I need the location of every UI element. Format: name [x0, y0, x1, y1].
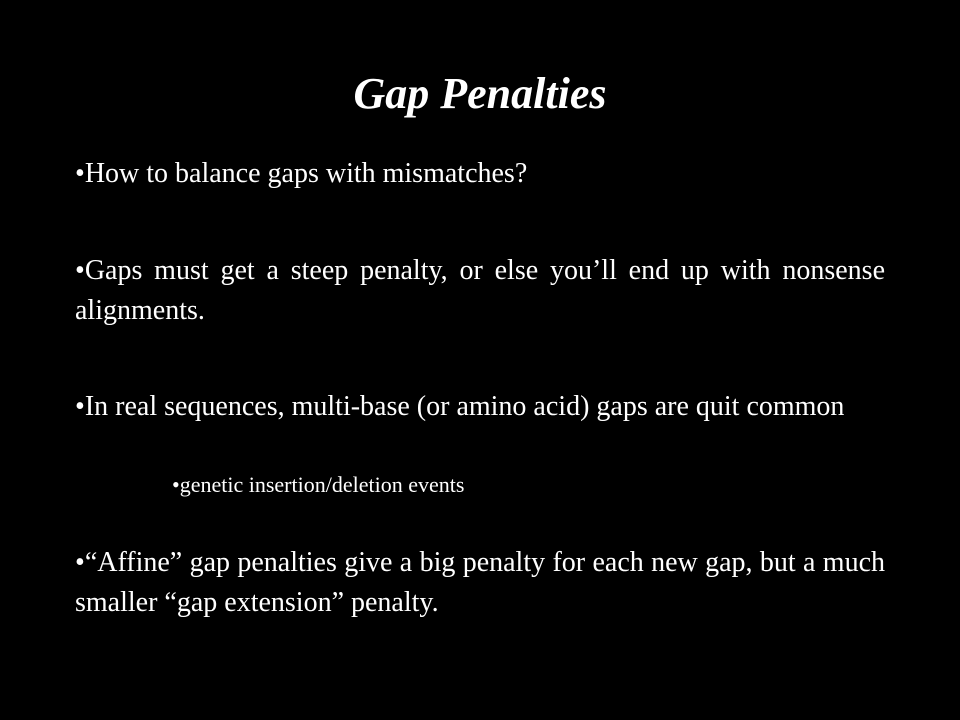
slide-title: Gap Penalties [353, 69, 607, 118]
bullet-marker: • [75, 255, 85, 286]
bullet-marker: • [75, 547, 85, 578]
sub-bullet-item [172, 470, 872, 500]
bullet-item [75, 154, 885, 194]
bullet-text: In real sequences, multi-base (or amino acid) gaps are quit common [84, 391, 845, 422]
bullet-item [75, 251, 885, 331]
bullet-text: How to balance gaps with mismatches? [84, 158, 528, 189]
bullet-item [75, 387, 885, 427]
bullet-text: “Affine” gap penalties give a big penalty for each new gap, but a much smaller “gap extension” penalty. [75, 547, 885, 618]
bullet-marker: • [172, 472, 180, 497]
sub-bullet-text: genetic insertion/deletion events [179, 472, 465, 497]
bullet-item [75, 543, 885, 623]
bullet-marker: • [75, 158, 85, 189]
bullet-text: Gaps must get a steep penalty, or else you’ll end up with nonsense alignments. [75, 255, 885, 326]
bullet-marker: • [75, 391, 85, 422]
